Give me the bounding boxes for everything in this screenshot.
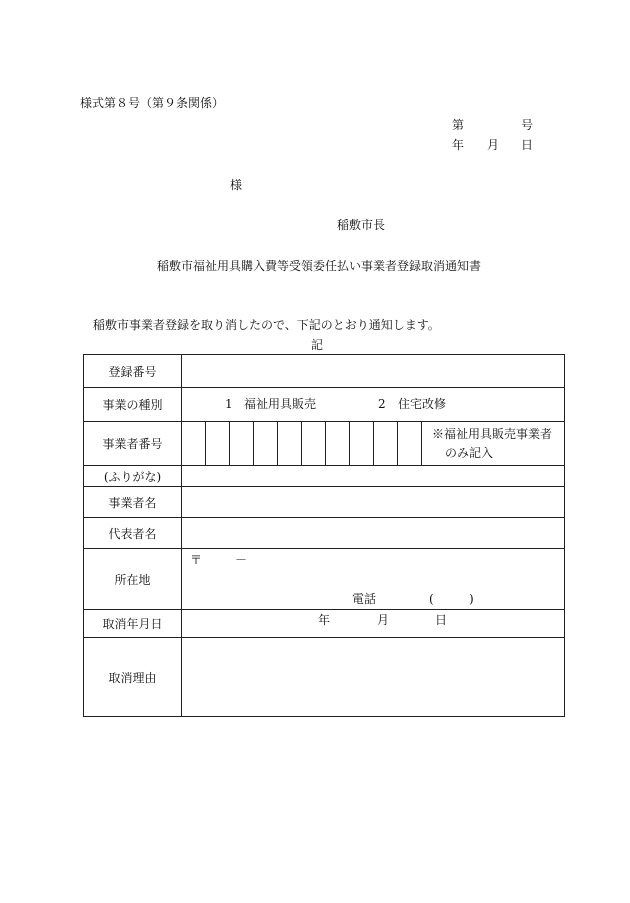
operator-name-value (182, 487, 565, 518)
operator-number-value (182, 422, 565, 466)
address-label: 所在地 (84, 549, 182, 610)
digit-box (302, 422, 326, 465)
registration-number-label: 登録番号 (84, 355, 182, 388)
digit-box (206, 422, 230, 465)
notice-body-text: 稲敷市事業者登録を取り消したので、下記のとおり通知します。 (93, 318, 440, 332)
cancel-reason-value (182, 638, 565, 717)
row-registration-number (84, 355, 565, 388)
row-furigana (84, 466, 565, 487)
phone-label: 電話 (352, 592, 377, 606)
registration-number-value (182, 355, 565, 388)
representative-value (182, 518, 565, 549)
business-type-value (182, 388, 565, 422)
cancellation-form-table (83, 354, 565, 717)
document-number-dai: 第 (452, 118, 465, 132)
date-year-label: 年 (452, 138, 465, 152)
digit-box (278, 422, 302, 465)
addressee-suffix: 様 (230, 178, 243, 192)
furigana-value (182, 466, 565, 487)
postal-mark: 〒 (190, 553, 203, 567)
row-business-type (84, 388, 565, 422)
operator-number-digit-boxes (182, 422, 422, 465)
row-address (84, 549, 565, 610)
digit-box (230, 422, 254, 465)
row-cancel-date (84, 610, 565, 638)
type-option-2-number: 2 (378, 397, 386, 411)
date-month-label: 月 (487, 138, 500, 152)
digit-box (350, 422, 374, 465)
type-option-2-label: 住宅改修 (398, 397, 447, 411)
type-option-1-number: 1 (225, 397, 233, 411)
postal-dash: － (235, 553, 248, 567)
cancel-date-label: 取消年月日 (84, 610, 182, 638)
row-representative (84, 518, 565, 549)
type-option-1-label: 福祉用具販売 (244, 397, 317, 411)
representative-label: 代表者名 (84, 518, 182, 549)
operator-number-label: 事業者番号 (84, 422, 182, 466)
row-operator-number (84, 422, 565, 466)
digit-box (398, 422, 422, 465)
operator-note-line1: ※福祉用具販売事業者 (432, 427, 553, 441)
ki-heading: 記 (311, 338, 324, 352)
address-value (182, 549, 565, 610)
form-number-label: 様式第８号（第９条関係） (80, 96, 225, 110)
digit-box (254, 422, 278, 465)
date-day-label: 日 (521, 138, 534, 152)
operator-note-line2: のみ記入 (445, 446, 494, 460)
furigana-label: (ふりがな) (84, 466, 182, 487)
row-cancel-reason (84, 638, 565, 717)
cancel-reason-label: 取消理由 (84, 638, 182, 717)
issuer-name: 稲敷市長 (337, 218, 386, 232)
digit-box (326, 422, 350, 465)
cancel-date-value (182, 610, 565, 638)
document-title: 稲敷市福祉用具購入費等受領委任払い事業者登録取消通知書 (157, 259, 482, 273)
business-type-label: 事業の種別 (84, 388, 182, 422)
digit-box (374, 422, 398, 465)
cancel-day-label: 日 (435, 613, 448, 627)
phone-paren-close: ) (469, 592, 474, 606)
digit-box (182, 422, 206, 465)
cancel-year-label: 年 (318, 613, 331, 627)
operator-name-label: 事業者名 (84, 487, 182, 518)
document-number-go: 号 (521, 118, 534, 132)
row-operator-name (84, 487, 565, 518)
cancel-month-label: 月 (377, 613, 390, 627)
phone-paren-open: ( (429, 592, 434, 606)
